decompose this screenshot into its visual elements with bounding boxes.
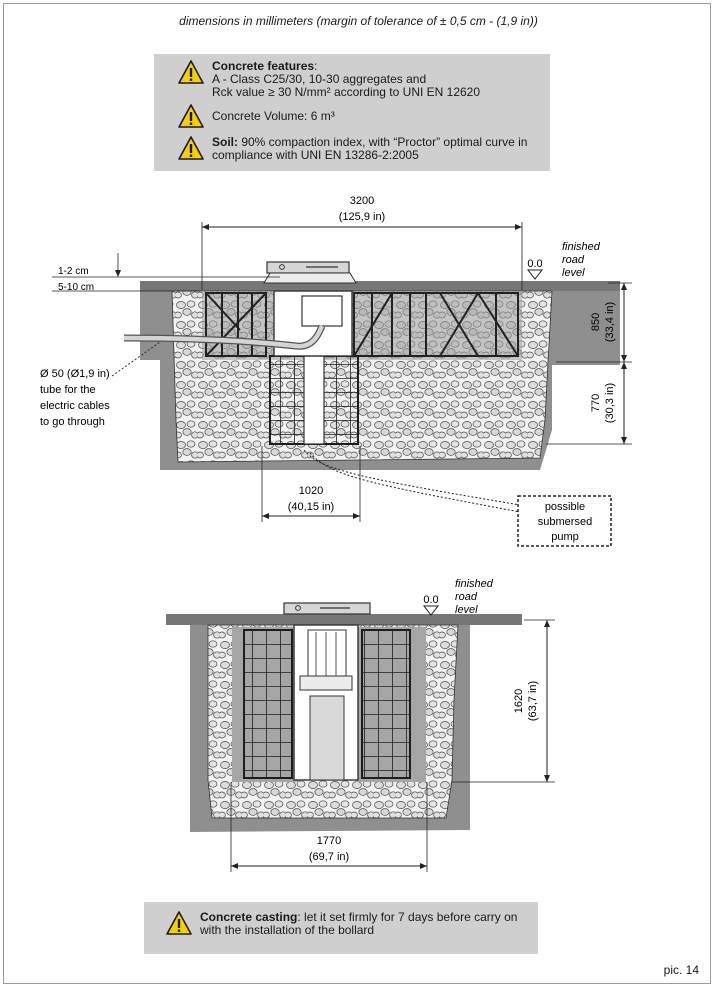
soil-title: Soil: — [212, 135, 238, 149]
concrete-features-title: Concrete features — [212, 59, 315, 73]
finished-road-level-1: finished — [562, 241, 600, 253]
gap-1-2cm-label: 1-2 cm — [58, 266, 89, 277]
width-1770-label: 1770 — [316, 835, 342, 847]
concrete-casting-title: Concrete casting — [200, 910, 298, 924]
top-diagram — [40, 195, 632, 546]
warning-icon — [166, 911, 192, 935]
depth-1620-label: 1620 — [513, 688, 525, 714]
pit-shaft-bottom — [310, 696, 344, 780]
concrete-casting-row — [166, 911, 517, 937]
features-line-1: A - Class C25/30, 10-30 aggregates and — [212, 72, 427, 86]
tube-label-2: tube for the — [40, 384, 96, 396]
rebar-grid-left — [244, 630, 292, 778]
pump-label-2: submersed — [537, 516, 593, 528]
finished-road-level-bottom-2: road — [455, 591, 478, 603]
dimensions-note: dimensions in millimeters (margin of tolerance of ± 0,5 cm - (1,9 in)) — [179, 14, 538, 28]
concrete-volume-text: Concrete Volume: 6 m³ — [212, 109, 335, 123]
finished-road-level-bottom-3: level — [455, 604, 478, 616]
bottom-diagram — [166, 578, 555, 872]
depth-850-inch-label: (33,4 in) — [604, 301, 616, 343]
features-line-2: Rck value ≥ 30 N/mm² according to UNI EN 12620 — [212, 85, 481, 99]
depth-1620-inch-label: (63,7 in) — [527, 680, 539, 722]
level-zero-label-bottom: 0.0 — [423, 594, 439, 606]
gap-5-10cm-label: 5-10 cm — [58, 282, 95, 293]
width-3200-label: 3200 — [349, 195, 375, 207]
casting-line-1: : let it set firmly for 7 days before carry on — [297, 910, 518, 924]
tube-label-1: Ø 50 (Ø1,9 in) — [40, 368, 110, 380]
width-3200-inch-label: (125,9 in) — [338, 211, 386, 223]
depth-770-inch-label: (30,3 in) — [604, 382, 616, 424]
depth-850-label: 850 — [590, 312, 602, 332]
finished-road-level-bottom-1: finished — [455, 578, 493, 590]
pit-width-1020-label: 1020 — [298, 485, 324, 497]
pit-shaft — [304, 356, 324, 444]
soil-line-1: 90% compaction index, with “Proctor” optimal curve in — [238, 135, 528, 149]
level-zero-label: 0.0 — [527, 258, 543, 270]
picture-label: pic. 14 — [663, 963, 699, 977]
tube-label-3: electric cables — [40, 400, 110, 412]
pit-width-1020-inch-label: (40,15 in) — [287, 501, 335, 513]
soil-line-2: compliance with UNI EN 13286-2:2005 — [212, 148, 419, 162]
casting-line-2: with the installation of the bollard — [200, 923, 375, 937]
depth-770-label: 770 — [590, 393, 602, 413]
concrete-casting-panel — [144, 902, 538, 954]
finished-road-level-3: level — [562, 267, 585, 279]
pump-label-3: pump — [551, 531, 579, 543]
width-1770-inch-label: (69,7 in) — [308, 851, 350, 863]
bollard-body — [302, 296, 342, 326]
pump-label-1: possible — [544, 501, 586, 513]
features-colon: : — [314, 59, 318, 73]
road-surface — [140, 281, 620, 291]
finished-road-level-2: road — [562, 254, 585, 266]
rebar-grid-right — [362, 630, 410, 778]
bollard-flange — [264, 273, 356, 283]
tube-label-4: to go through — [40, 416, 105, 428]
